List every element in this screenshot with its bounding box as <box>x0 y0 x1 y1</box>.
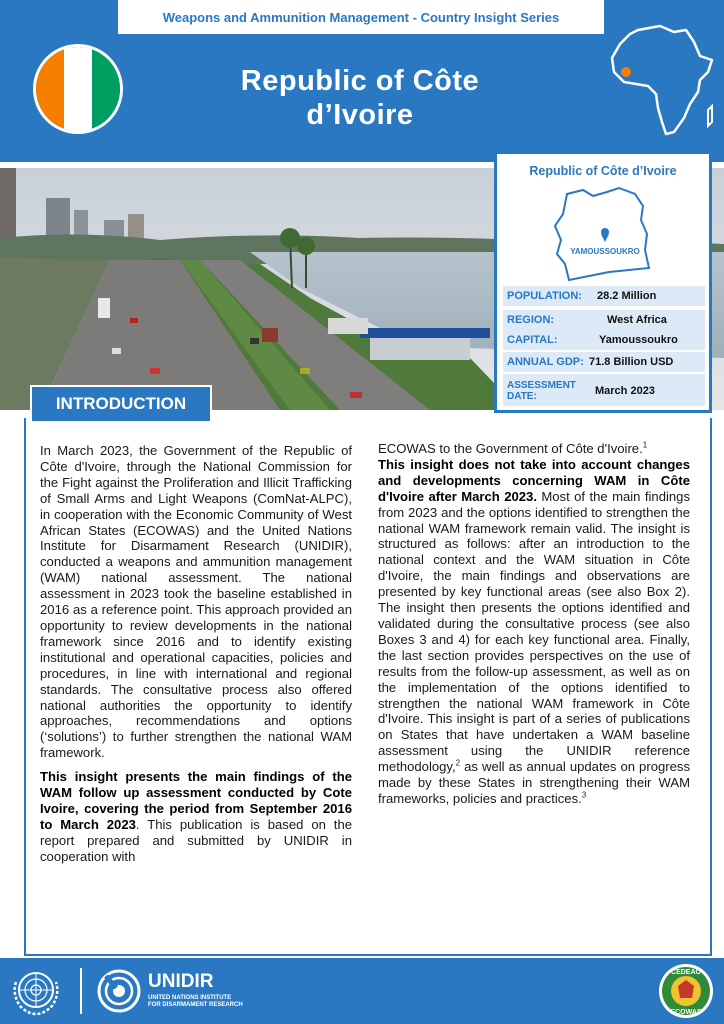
assessment-date-row <box>503 374 705 406</box>
footnote-1-marker[interactable]: 1 <box>642 440 648 450</box>
footnote-2-marker[interactable]: 2 <box>455 758 461 768</box>
ecowas-logo-icon <box>656 962 716 1020</box>
intro-paragraph-3 <box>378 441 690 807</box>
intro-paragraph-3-rest: Most of the main findings from 2023 and the options identified to strengthen the national WAM framework remain valid. The insight is structured as follows: after an introduction to the national context and the WAM situation in Côte d'Ivoire, the main findings and observations are presented by key functional areas (see also Box 2). The insight then presents the options identified and validated during the consultative process (see also Boxes 3 and 4) for each key functional area. Finally, the last section provides perspectives on the use of results from the follow-up assessment, as well as on the implementation of the options identified to strengthen the national WAM framework in Côte d'Ivoire. This insight is part of a series of publications on States that have undertaken a WAM baseline assessment using the UNIDIR reference methodology, <box>378 488 690 775</box>
unidir-wordmark: UNIDIR <box>148 971 214 992</box>
unidir-subtitle-line1: UNITED NATIONS INSTITUTE <box>148 995 232 1001</box>
right-column <box>378 441 690 815</box>
assessment-date-label <box>507 380 576 402</box>
intro-paragraph-3-end: as well as annual updates on progress made by these States in strengthening their WAM frameworks, policies and practices. <box>378 759 690 806</box>
intro-paragraph-3-start: ECOWAS to the Government of Côte d'Ivoire. <box>378 441 643 456</box>
intro-paragraph-3-bold: This insight does not take into account changes and developments concerning WAM in Côte d'Ivoire after March 2023. <box>378 456 690 504</box>
population-value: 28.2 Million <box>597 290 657 302</box>
un-emblem-icon <box>8 964 64 1018</box>
intro-paragraph-2-rest: . This publication is based on the report prepared and submitted by UNIDIR in cooperation with <box>40 816 353 864</box>
intro-paragraph-2 <box>40 769 352 864</box>
assessment-date-label-line2: DATE: <box>507 391 537 402</box>
gdp-row <box>503 352 705 372</box>
country-info-panel <box>494 151 712 413</box>
capital-label: CAPITAL: <box>507 334 558 346</box>
population-row <box>503 286 705 306</box>
cote-divoire-map-icon <box>549 184 661 284</box>
africa-map-icon <box>608 22 716 140</box>
footer-bar <box>0 958 724 1024</box>
ecowas-bottom-text: ECOWAS <box>670 1009 702 1016</box>
gdp-label: ANNUAL GDP: <box>507 356 584 368</box>
region-value: West Africa <box>607 314 667 326</box>
flag-icon <box>33 44 123 134</box>
footer-divider <box>80 968 82 1014</box>
intro-paragraph-2-bold: This insight presents the main findings of the WAM follow up assessment conducted by Cote Ivoire, covering the period from September 2016 to March 2023 <box>40 769 352 832</box>
header-banner <box>0 0 724 162</box>
assessment-date-label-line1: ASSESSMENT <box>507 380 576 391</box>
unidir-logo-icon <box>96 968 142 1014</box>
left-column <box>40 443 352 873</box>
page-title <box>160 64 560 132</box>
ecowas-top-text: CEDEAO <box>671 969 701 976</box>
map-capital-label: YAMOUSSOUKRO <box>570 247 640 256</box>
footnote-3-marker[interactable]: 3 <box>581 790 587 800</box>
page-title-line2: d’Ivoire <box>306 99 414 131</box>
capital-value: Yamoussoukro <box>599 334 678 346</box>
unidir-subtitle-line2: FOR DISARMAMENT RESEARCH <box>148 1002 243 1008</box>
region-label: REGION: <box>507 314 555 326</box>
gdp-value: 71.8 Billion USD <box>589 356 674 368</box>
page-title-line1: Republic of Côte <box>240 65 480 97</box>
population-label: POPULATION: <box>507 290 582 302</box>
unidir-subtitle <box>148 995 258 1009</box>
intro-paragraph-1: In March 2023, the Government of the Republic of Côte d'Ivoire, through the National Commission for the Fight against the Proliferation and Illicit Trafficking of Small Arms and Light Weapons (ComNat-ALPC), in cooperation with the Economic Community of West African States (ECOWAS) and the United Nations Institute for Disarmament Research (UNIDIR), conducted a weapons and ammunition management (WAM) national assessment. The national assessment in 2023 took the baseline established in 2016 as a reference point. This approach provided an opportunity to review developments in the national framework since 2016 and to identify existing institutional and operational capacities, policies and procedures, in line with international and regional standards. The consultative process also offered national authorities the opportunity to identify approaches, recommendations and options (‘solutions’) to further strengthen the national WAM framework. <box>40 443 352 761</box>
assessment-date-value: March 2023 <box>595 385 655 397</box>
introduction-heading: INTRODUCTION <box>30 385 212 423</box>
series-title: Weapons and Ammunition Management - Country Insight Series <box>118 0 604 34</box>
capital-row <box>503 330 705 350</box>
region-row <box>503 310 705 330</box>
panel-title: Republic of Côte d’Ivoire <box>529 164 677 178</box>
